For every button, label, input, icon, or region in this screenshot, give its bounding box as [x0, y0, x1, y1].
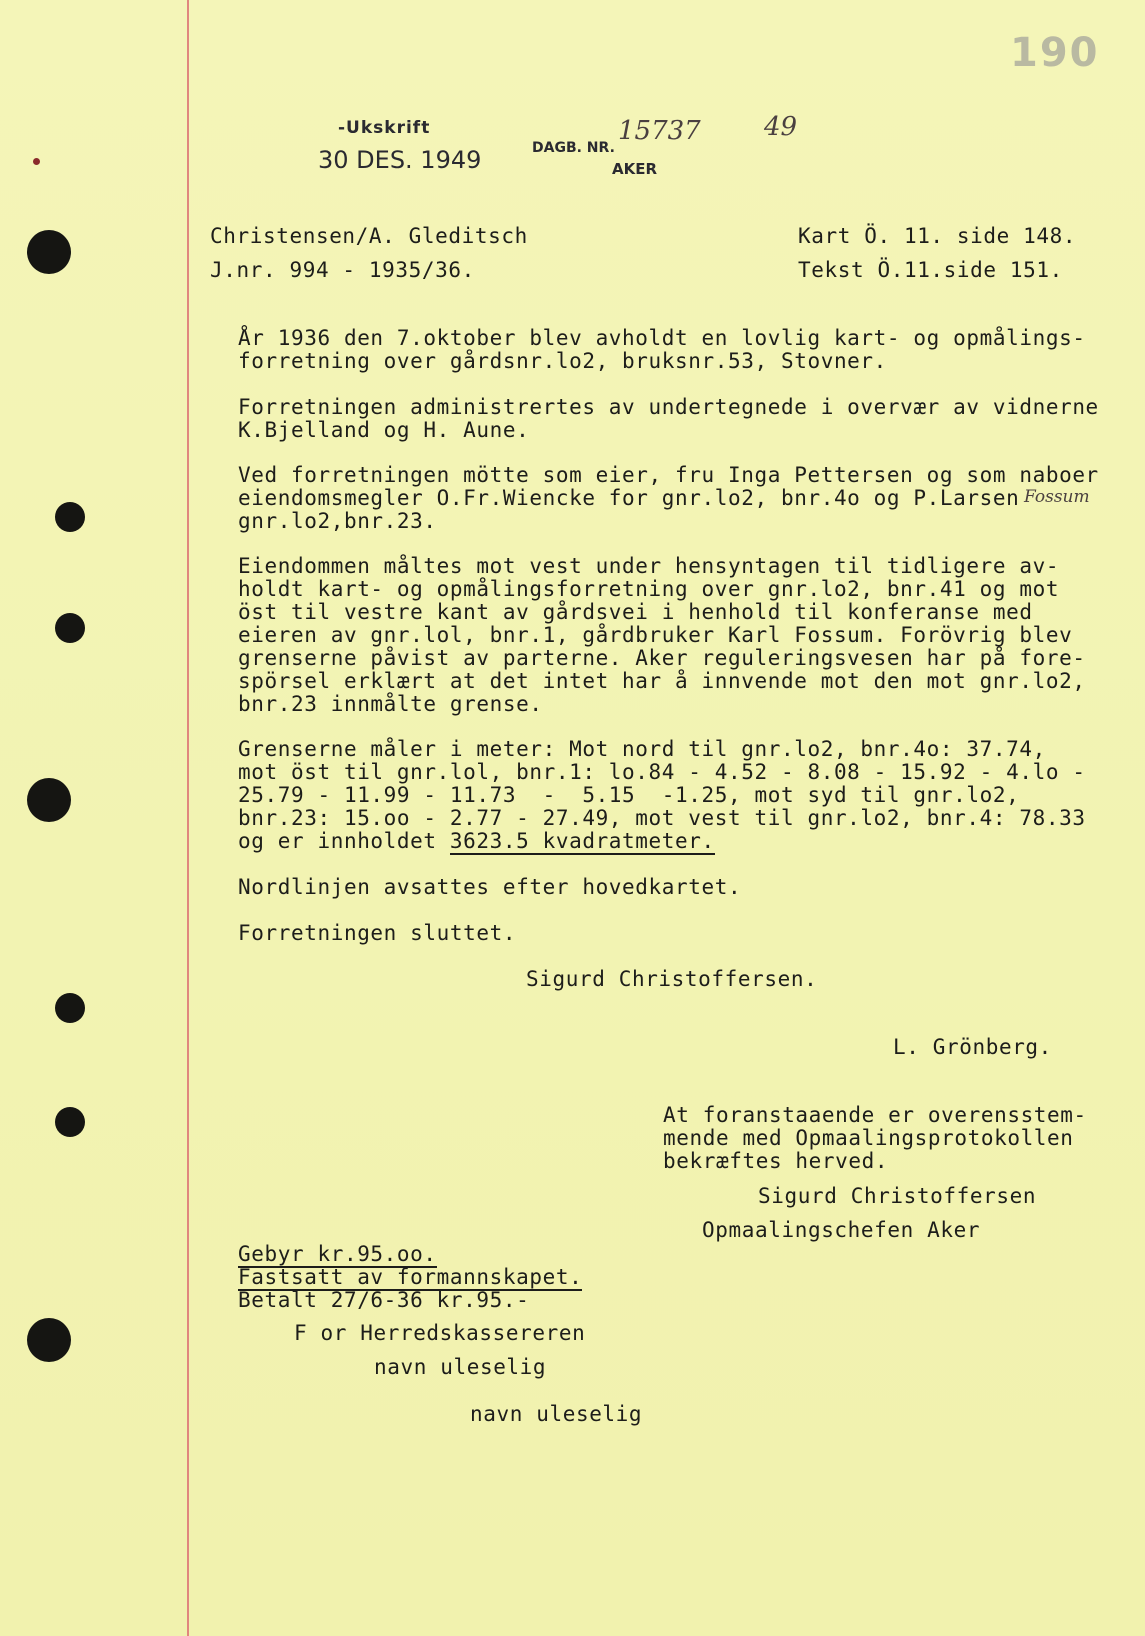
fee-line: navn uleselig [470, 1402, 643, 1426]
area-prefix: og er innholdet [238, 829, 450, 853]
paragraph-line: öst til vestre kant av gårdsvei i henhold til konferanse med [238, 600, 1033, 624]
fee-line [238, 1243, 437, 1266]
paragraph-line: År 1936 den 7.oktober blev avholdt en lovlig kart- og opmålings- [238, 326, 1086, 350]
handwritten-note: Fossum [1024, 487, 1090, 507]
paragraph-line: eiendomsmegler O.Fr.Wiencke for gnr.lo2, bnr.4o og P.Larsen [238, 486, 1020, 510]
paragraph-line: eieren av gnr.lol, bnr.1, gårdbruker Karl Fossum. Forövrig blev [238, 623, 1073, 647]
fee-line: F or Herredskassereren [294, 1321, 586, 1345]
punch-hole [27, 1318, 71, 1362]
fee-amount: Gebyr kr.95.oo. [238, 1242, 437, 1266]
paragraph-line: Forretningen administrertes av undertegnede i overvær av vidnerne [238, 395, 1099, 419]
header-journal: J.nr. 994 - 1935/36. [210, 258, 475, 282]
dagb-number: 15737 [618, 116, 701, 146]
paragraph-line: grenserne påvist av parterne. Aker reguleringsvesen har på fore- [238, 646, 1086, 670]
certification-name: Sigurd Christoffersen [758, 1184, 1037, 1208]
punch-hole [55, 1107, 85, 1137]
paragraph-line: spörsel erklært at det intet har å innvende mot den mot gnr.lo2, [238, 669, 1086, 693]
signature-1: Sigurd Christoffersen. [526, 967, 818, 991]
margin-rule [187, 0, 189, 1636]
paragraph-line: forretning over gårdsnr.lo2, bruksnr.53, Stovner. [238, 349, 887, 373]
paragraph-line: Eiendommen måltes mot vest under hensyntagen til tidligere av- [238, 554, 1060, 578]
paragraph-line: bnr.23: 15.oo - 2.77 - 27.49, mot vest til gnr.lo2, bnr.4: 78.33 [238, 806, 1086, 830]
paragraph-line [238, 830, 715, 853]
dagb-label: DAGB. NR. [532, 140, 615, 156]
certification-line: At foranstaaende er overensstem- [663, 1103, 1087, 1127]
page-number: 190 [1010, 30, 1100, 76]
fee-line: Betalt 27/6-36 kr.95.- [238, 1288, 530, 1312]
paragraph-line: gnr.lo2,bnr.23. [238, 509, 437, 533]
dagb-year: 49 [764, 112, 798, 142]
stamp-place: AKER [612, 160, 658, 178]
header-tekst: Tekst Ö.11.side 151. [798, 258, 1063, 282]
punch-hole [27, 778, 71, 822]
area-total: 3623.5 kvadratmeter. [449, 829, 715, 853]
punch-hole [55, 502, 85, 532]
stamp-label: -Ukskrift [338, 118, 431, 138]
header-kart: Kart Ö. 11. side 148. [798, 224, 1077, 248]
stamp-date: 30 DES. 1949 [318, 146, 482, 174]
header-parties: Christensen/A. Gleditsch [210, 224, 528, 248]
fee-set-by: Fastsatt av formannskapet. [238, 1265, 583, 1289]
paragraph-line: mot öst til gnr.lol, bnr.1: lo.84 - 4.52 - 8.08 - 15.92 - 4.lo - [238, 760, 1086, 784]
fee-line: navn uleselig [374, 1355, 547, 1379]
punch-hole [55, 993, 85, 1023]
ink-dot [33, 158, 40, 165]
signature-2: L. Grönberg. [893, 1035, 1052, 1059]
punch-hole [27, 230, 71, 274]
paragraph-line: holdt kart- og opmålingsforretning over gnr.lo2, bnr.41 og mot [238, 577, 1060, 601]
paragraph-line: 25.79 - 11.99 - 11.73 - 5.15 -1.25, mot syd til gnr.lo2, [238, 783, 1020, 807]
paragraph-line: Nordlinjen avsattes efter hovedkartet. [238, 875, 742, 899]
paragraph-line: Ved forretningen mötte som eier, fru Inga Pettersen og som naboer [238, 463, 1099, 487]
paragraph-line: bnr.23 innmålte grense. [238, 692, 543, 716]
certification-title: Opmaalingschefen Aker [702, 1218, 981, 1242]
paragraph-line: K.Bjelland og H. Aune. [238, 418, 530, 442]
paragraph-line: Forretningen sluttet. [238, 921, 517, 945]
fee-line [238, 1266, 582, 1289]
paragraph-line: Grenserne måler i meter: Mot nord til gnr.lo2, bnr.4o: 37.74, [238, 737, 1046, 761]
punch-hole [55, 613, 85, 643]
certification-line: bekræftes herved. [663, 1149, 889, 1173]
certification-line: mende med Opmaalingsprotokollen [663, 1126, 1074, 1150]
